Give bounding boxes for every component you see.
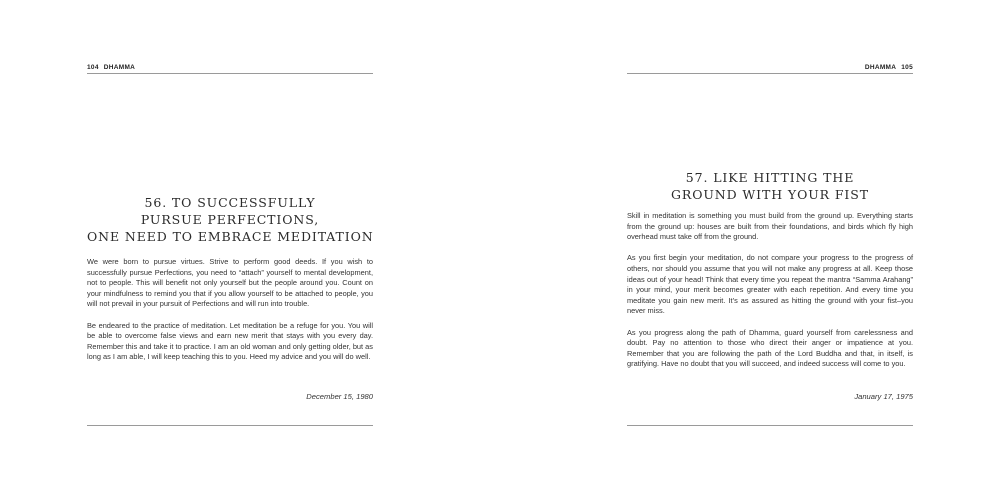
page-number: 105 bbox=[901, 64, 913, 71]
paragraph: Skill in meditation is something you must build from the ground up. Everything starts from the ground up: houses are built from their foundations, and birds which fly high overhead must take off from the ground. bbox=[627, 211, 913, 242]
running-title: DHAMMA bbox=[864, 64, 897, 71]
date-signature: December 15, 1980 bbox=[306, 392, 373, 401]
paragraph: We were born to pursue virtues. Strive to perform good deeds. If you wish to successfully pursue Perfections, you need to “attach” yourself to mental development, not to people. This will benefit not only yourself but the people around you. Count on your mindfulness to remind you that if you allow yourself to be attached to people, you will not prevail in your pursuit of Perfections and will run into trouble. bbox=[87, 257, 373, 309]
body-text bbox=[627, 211, 913, 381]
body-text bbox=[87, 257, 373, 374]
title-line: PURSUE PERFECTIONS, bbox=[140, 212, 320, 227]
chapter-title bbox=[87, 194, 373, 245]
title-line: GROUND WITH YOUR FIST bbox=[671, 187, 869, 202]
paragraph: Be endeared to the practice of meditation. Let meditation be a refuge for you. You will be able to overcome false views and earn new merit that stays with you every day. Remember this and take it to practice. I am an old woman and only getting older, but as long as I am able, I will keep teaching this to you. Heed my advice and you will do well. bbox=[87, 320, 373, 362]
running-title: DHAMMA bbox=[103, 64, 136, 71]
title-line: 57. LIKE HITTING THE bbox=[685, 170, 855, 185]
paragraph: As you progress along the path of Dhamma, guard yourself from carelessness and doubt. Pay no attention to those who direct their anger or impatience at you. Remember that you are following the path of the Lord Buddha and that, in itself, is gratifying. Have no doubt that you will succeed, and indeed success will come to you. bbox=[627, 327, 913, 369]
header-rule bbox=[627, 73, 913, 74]
paragraph: As you first begin your meditation, do not compare your progress to the progress of others, nor should you assume that you will not make any progress at all. Keep those ideas out of your head! Think that every time you repeat the mantra “Samma Arahang” in your mind, your merit becomes greater with each repetition. And every time you meditate you gain new merit. It’s as assured as hitting the ground with your fist–you never miss. bbox=[627, 253, 913, 316]
title-line: ONE NEED TO EMBRACE MEDITATION bbox=[87, 229, 374, 244]
chapter-title bbox=[627, 169, 913, 203]
left-page bbox=[87, 0, 373, 500]
header-rule bbox=[87, 73, 373, 74]
right-page bbox=[627, 0, 913, 500]
date-signature: January 17, 1975 bbox=[854, 392, 913, 401]
footer-rule bbox=[627, 425, 913, 426]
footer-rule bbox=[87, 425, 373, 426]
title-line: 56. TO SUCCESSFULLY bbox=[144, 195, 316, 210]
page-number: 104 bbox=[87, 64, 99, 71]
